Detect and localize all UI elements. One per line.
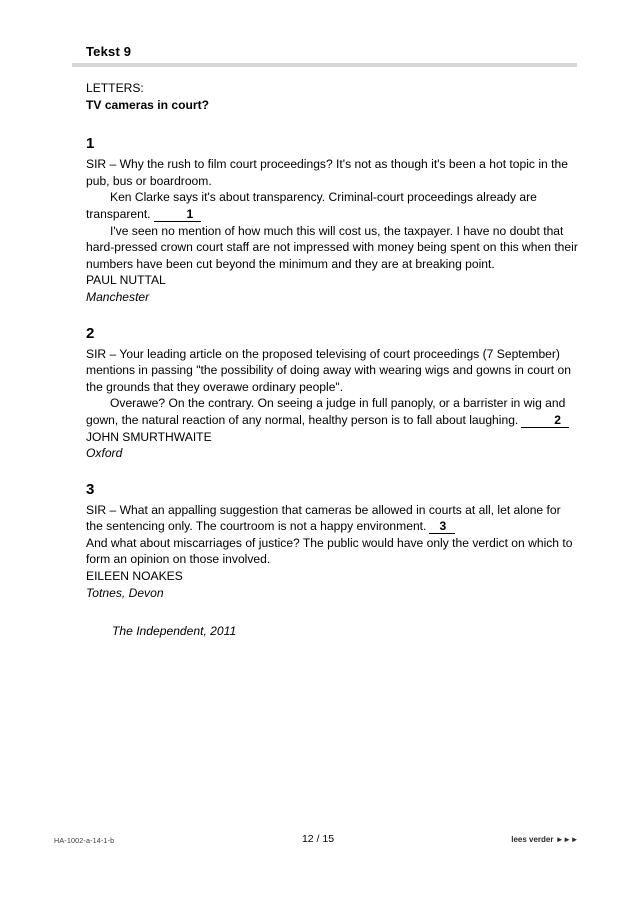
letter-number-3: 3 — [86, 480, 95, 498]
continue-label: lees verder — [511, 835, 554, 844]
letter-number-1: 1 — [86, 135, 95, 153]
letter-2-paragraph-2 — [86, 395, 578, 428]
answer-blank-2[interactable]: 2 — [521, 414, 569, 428]
header-divider — [72, 63, 577, 67]
letter-3-paragraph-1-text: SIR – What an appalling suggestion that cameras be allowed in courts at all, let alone for the sentencing only. The courtroom is not a happy environment. — [86, 502, 561, 534]
letter-1-paragraph-1: SIR – Why the rush to film court proceedings? It's not as though it's been a hot topic in the pub, bus or boardroom. — [86, 157, 568, 188]
letter-number-2: 2 — [86, 324, 95, 342]
continue-notice — [511, 835, 578, 844]
page-footer — [0, 833, 636, 852]
letter-2-signature: JOHN SMURTHWAITE — [86, 429, 212, 444]
letter-2-paragraph-2-text: Overawe? On the contrary. On seeing a judge in full panoply, or a barrister in wig and gown, the natural reaction of any normal, healthy person is to fall about laughing. — [86, 396, 566, 427]
answer-blank-3[interactable]: 3 — [429, 520, 455, 534]
exam-code: HA-1002-a-14-1-b — [54, 836, 115, 845]
letter-3-city: Totnes, Devon — [86, 585, 164, 600]
text-content — [86, 80, 578, 640]
page-title: Tekst 9 — [86, 44, 132, 59]
letter-3-signature: EILEEN NOAKES — [86, 569, 183, 584]
letter-block-1 — [86, 134, 578, 305]
letter-3-paragraph-1 — [86, 502, 578, 535]
letter-1-city: Manchester — [86, 289, 150, 304]
letter-1-paragraph-3: I've seen no mention of how much this will cost us, the taxpayer. I have no doubt that hard-pressed crown court staff are not impressed with money being spent on this when their numbers have been cut beyond the minimum and they are at breaking point. — [86, 223, 578, 271]
section-label: LETTERS: — [86, 81, 144, 95]
answer-blank-1[interactable]: 1 — [154, 208, 202, 222]
article-title: TV cameras in court? — [86, 97, 209, 112]
letter-1-paragraph-2-text: Ken Clarke says it's about transparency. Criminal-court proceedings already are transparent. — [86, 190, 537, 221]
letter-block-2 — [86, 324, 578, 462]
letter-2-city: Oxford — [86, 446, 123, 461]
letter-block-3 — [86, 480, 578, 602]
letter-1-signature: PAUL NUTTAL — [86, 273, 166, 288]
letter-2-paragraph-1: SIR – Your leading article on the proposed televising of court proceedings (7 September) mentions in passing "the possibility of doing away with wearing wigs and gowns in court on the grounds that they overawe ordinary people". — [86, 346, 571, 394]
triangle-right-icon: ►►► — [555, 835, 578, 844]
source-attribution: The Independent, 2011 — [112, 624, 237, 639]
page-number: 12 / 15 — [301, 833, 335, 845]
letter-3-paragraph-2: And what about miscarriages of justice? The public would have only the verdict on which to form an opinion on those involved. — [86, 535, 573, 567]
letter-1-paragraph-2 — [86, 189, 578, 222]
